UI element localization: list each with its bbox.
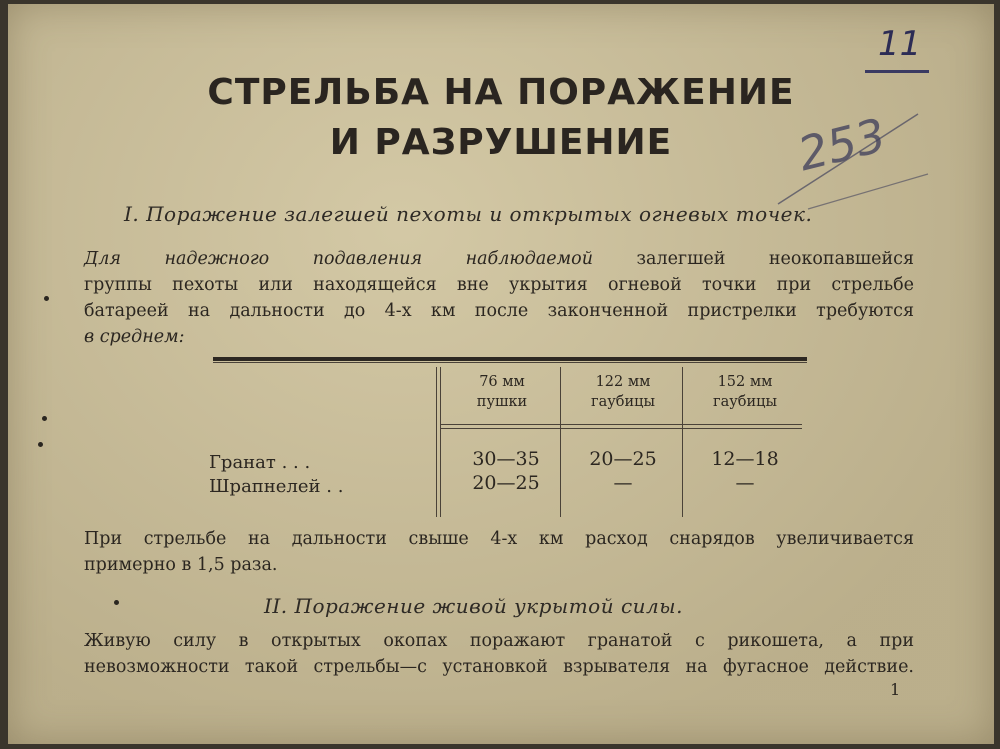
- handwritten-sheet-number: 11: [878, 24, 922, 64]
- row-label-shrapnel: Шрапнелей . .: [209, 476, 344, 497]
- table-cell: —: [735, 472, 755, 494]
- punch-hole: [42, 416, 47, 421]
- table-header-rule: [440, 428, 802, 429]
- section2-paragraph: [84, 628, 914, 680]
- section1-note-line1: При стрельбе на дальности свыше 4-х км расход снарядов увеличивается: [84, 529, 914, 549]
- column-header-152: [685, 372, 805, 412]
- table-divider: [436, 367, 437, 517]
- page-number: 1: [890, 680, 901, 699]
- column-header-122: [563, 372, 683, 412]
- punch-hole: [38, 442, 43, 447]
- punch-hole: [114, 600, 119, 605]
- page-title-line1: СТРЕЛЬБА НА ПОРАЖЕНИЕ: [207, 72, 795, 113]
- column-header-122-line2: гаубицы: [590, 394, 656, 410]
- section1-paragraph: [84, 246, 914, 350]
- section1-heading: I. Поражение залегшей пехоты и открытых огневых точек.: [124, 202, 813, 226]
- column-header-76-line2: пушки: [476, 394, 528, 410]
- section2-heading: II. Поражение живой укрытой силы.: [264, 594, 683, 618]
- column-header-76-line1: 76 мм: [479, 374, 525, 390]
- section1-note-line2: примерно в 1,5 раза.: [84, 555, 278, 575]
- table-cell: —: [613, 472, 633, 494]
- section2-line2: невозможности такой стрельбы—с установкой взрывателя на фугасное действие.: [84, 657, 914, 677]
- document-page: [8, 4, 994, 744]
- table-cell: 20—25: [589, 448, 657, 470]
- table-header-rule: [440, 424, 802, 425]
- table-divider: [440, 367, 441, 517]
- column-header-152-line2: гаубицы: [712, 394, 778, 410]
- table-cell: 20—25: [472, 472, 540, 494]
- table-cell: 30—35: [472, 448, 540, 470]
- section1-line1: [84, 246, 914, 272]
- table-top-rule-thin: [213, 362, 807, 363]
- column-header-152-line1: 152 мм: [717, 374, 773, 390]
- page-title-line2: И РАЗРУШЕНИЕ: [329, 122, 673, 163]
- section1-line1-italic: Для надежного подавления наблюдаемой: [84, 249, 593, 269]
- punch-hole: [44, 296, 49, 301]
- table-cell: 12—18: [711, 448, 779, 470]
- section1-line3: батареей на дальности до 4-х км после законченной пристрелки требуются: [84, 301, 914, 321]
- section1-line2: группы пехоты или находящейся вне укрытия огневой точки при стрельбе: [84, 275, 914, 295]
- section1-note: [84, 526, 914, 578]
- row-label-granat: Гранат . . .: [209, 452, 311, 473]
- section2-line1: Живую силу в открытых окопах поражают гранатой с рикошета, а при: [84, 631, 914, 651]
- handwritten-archive-number-text: 253: [792, 107, 891, 182]
- table-top-rule: [213, 357, 807, 361]
- column-header-122-line1: 122 мм: [595, 374, 651, 390]
- column-header-76: [442, 372, 562, 412]
- section1-line1-rest: залегшей неокопавшейся: [592, 249, 914, 269]
- section1-line4: в среднем:: [84, 327, 185, 347]
